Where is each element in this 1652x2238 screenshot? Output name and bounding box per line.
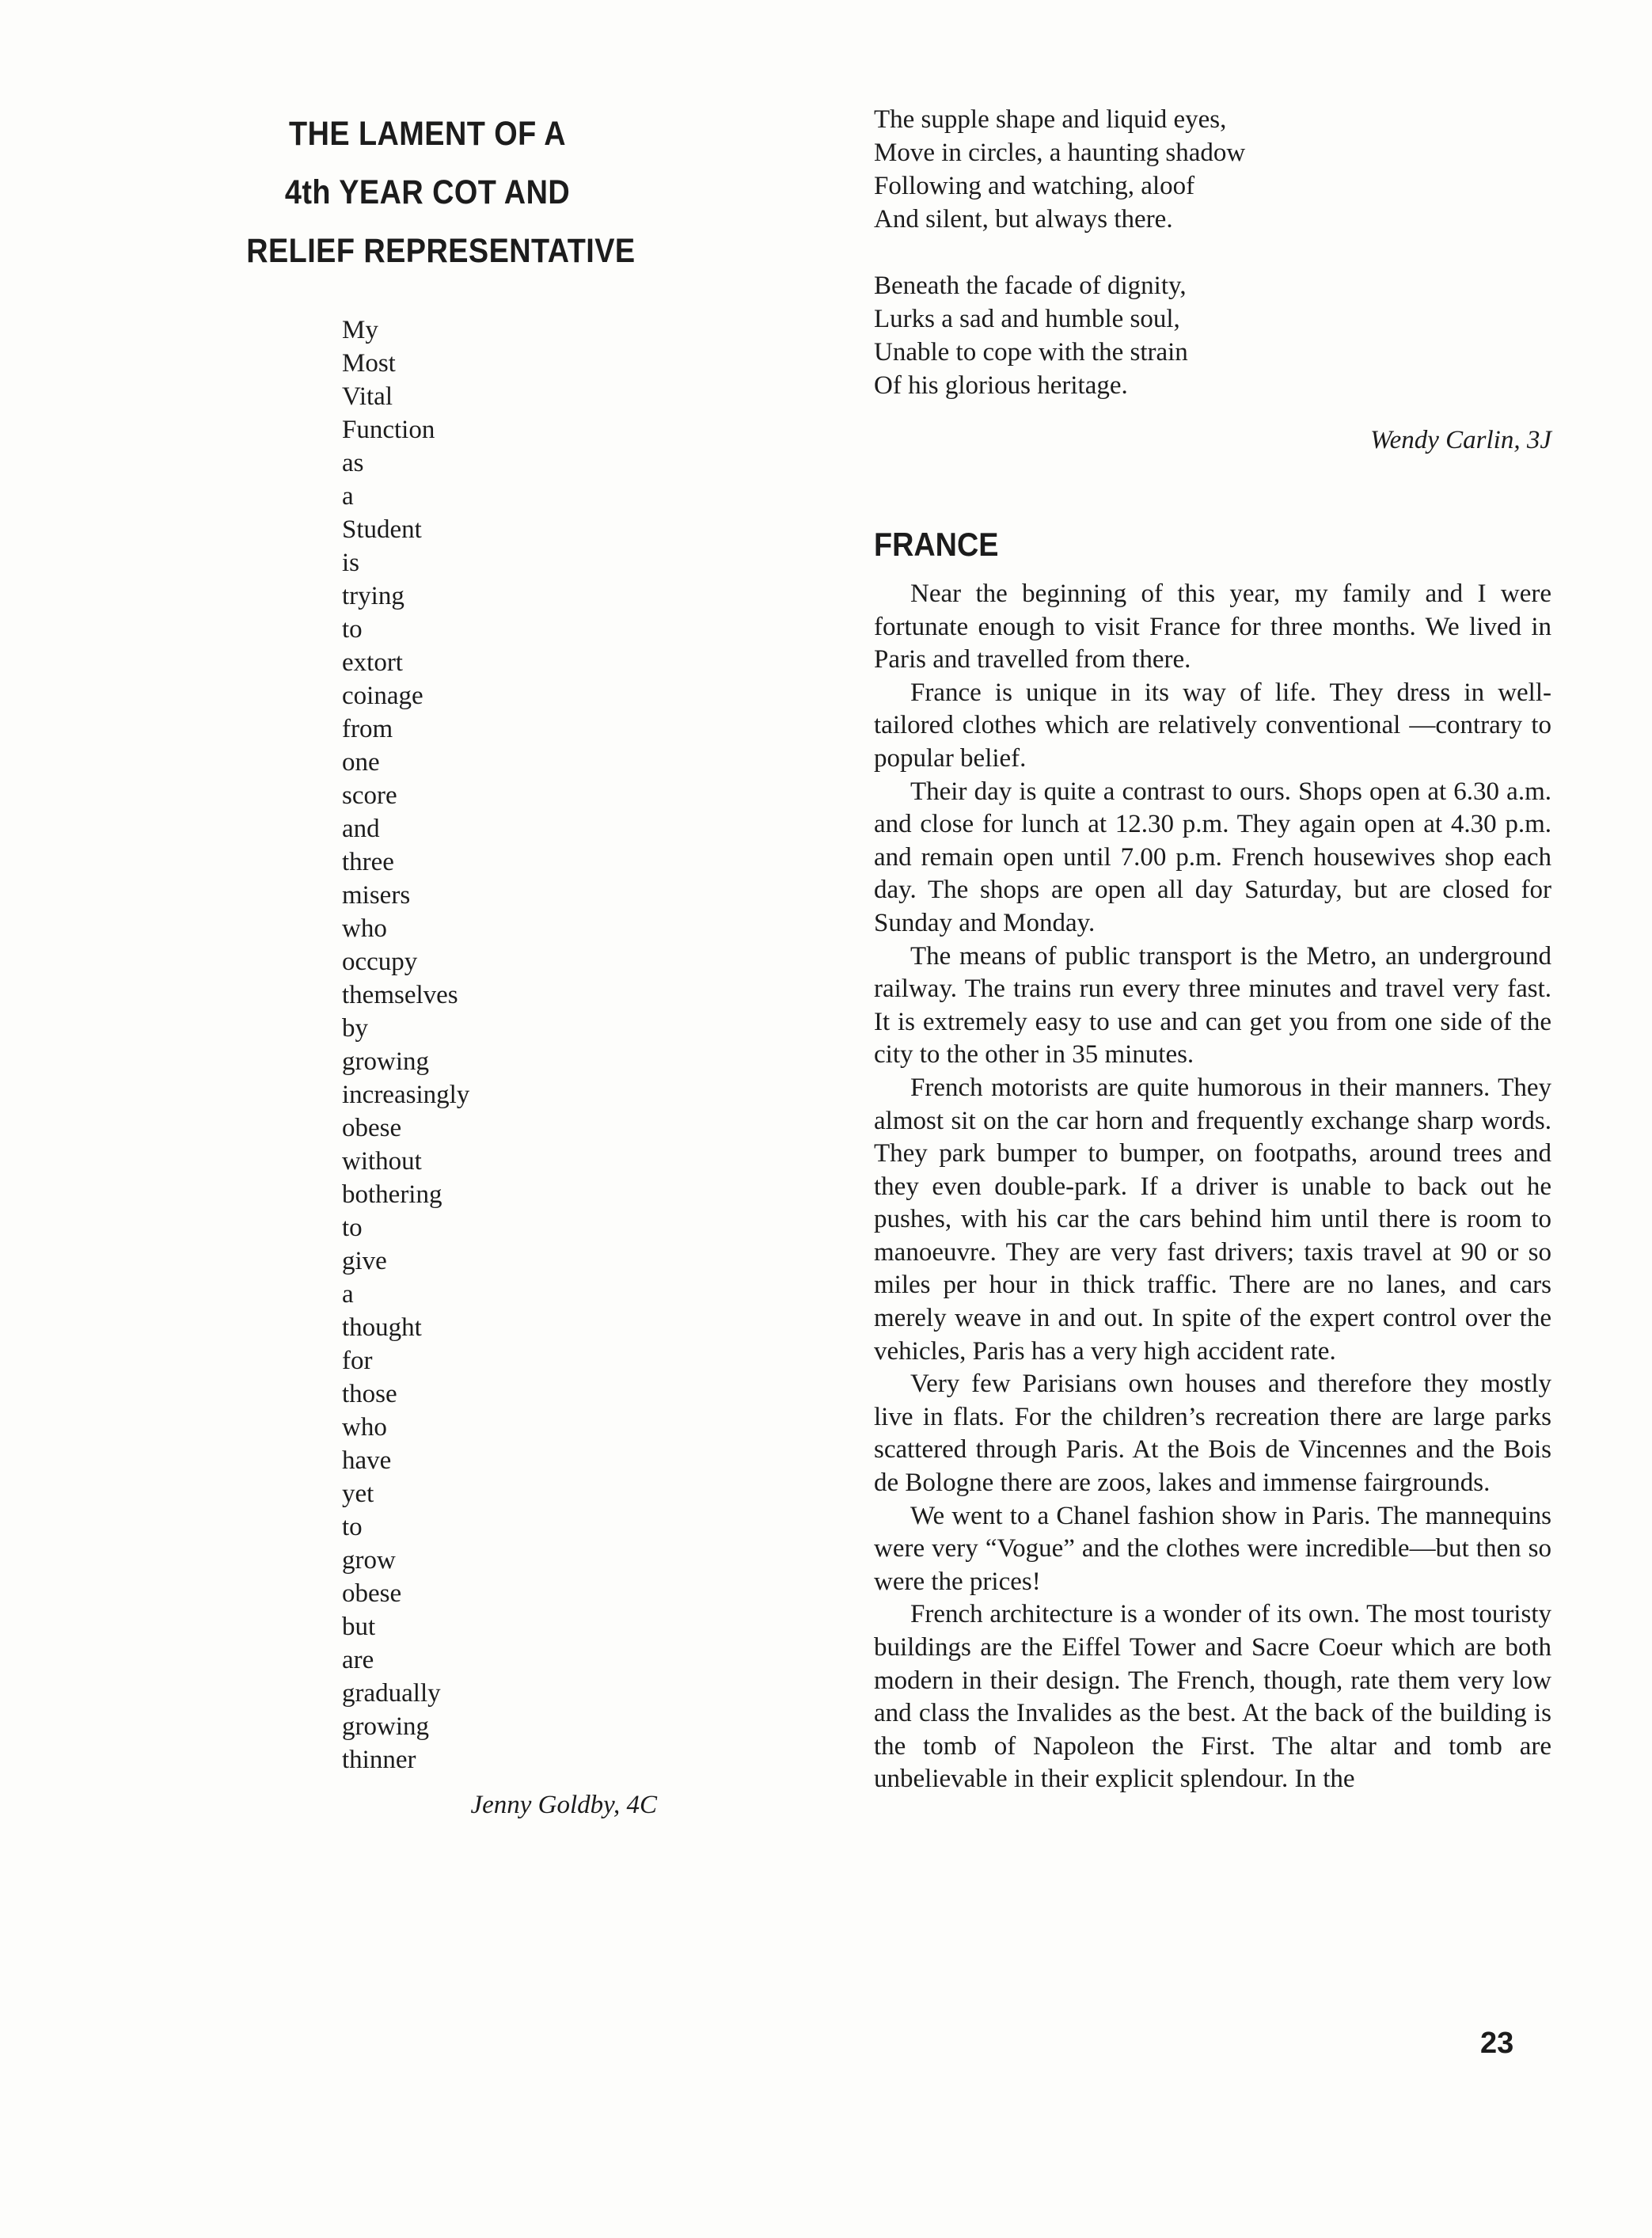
verse-line: Following and watching, aloof — [874, 172, 1195, 200]
poem-title-line: 4th YEAR COT AND — [284, 173, 571, 211]
poem-word: as — [342, 449, 364, 477]
poem-word: is — [342, 549, 360, 577]
poem-word: to — [342, 1513, 363, 1541]
poem-word: obese — [342, 1114, 402, 1142]
poem-word: Student — [342, 515, 422, 544]
poem-word: one — [342, 748, 380, 777]
poem-word: but — [342, 1613, 376, 1641]
poem-word: have — [342, 1446, 392, 1475]
poem-title — [246, 104, 636, 280]
poem-word: who — [342, 1413, 387, 1442]
page-number: 23 — [1480, 2027, 1514, 2060]
verse-line: Lurks a sad and humble soul, — [874, 305, 1180, 333]
article-paragraph: French architecture is a wonder of its own. The most touristy buildings are the Eiffel Tower and Sacre Coeur which are both modern in their design. The French, though, rate them very low and class the Invalides as the best. At the back of the building is the tomb of Napoleon the First. The altar and tomb are unbelievable in their explicit splendour. In the — [874, 1600, 1551, 1794]
poem-author: Jenny Goldby, 4C — [470, 1791, 657, 1819]
poem-word: My — [342, 316, 378, 344]
poem-word: without — [342, 1147, 422, 1176]
poem-word: and — [342, 815, 380, 843]
poem-word: to — [342, 615, 363, 644]
verse-line: The supple shape and liquid eyes, — [874, 105, 1227, 134]
poem-word: yet — [342, 1480, 374, 1508]
article-paragraph: The means of public transport is the Metro, an underground railway. The trains run every three minutes and travel very fast. It is extremely easy to use and can get you from one side of the city to the other in 35 minutes. — [874, 941, 1551, 1070]
article-title: FRANCE — [874, 526, 999, 563]
poem-word-list — [342, 313, 579, 1776]
poem-word: grow — [342, 1546, 396, 1575]
poem-word: those — [342, 1380, 397, 1408]
verse-line: And silent, but always there. — [874, 205, 1173, 234]
poem-word: score — [342, 781, 397, 810]
article-paragraph: We went to a Chanel fashion show in Paris. The mannequins were very “Vogue” and the clothes were incredible—but then so were the prices! — [874, 1501, 1551, 1596]
poem-word: who — [342, 914, 387, 943]
article-paragraph: French motorists are quite humorous in their manners. They almost sit on the car horn and frequently exchange sharp words. They park bumper to bumper, on footpaths, around trees and they even double-park. If a driver is unable to back out he pushes, with his car the cars behind him until there is room to manoeuvre. They are very fast drivers; taxis travel at 90 or so miles per hour in thick traffic. There are no lanes, and cars merely weave in and out. In spite of the expert control over the vehicles, Paris has a very high accident rate. — [874, 1073, 1551, 1366]
poem-word: from — [342, 715, 393, 743]
poem-word: occupy — [342, 948, 418, 976]
poem-word: thought — [342, 1313, 422, 1342]
poem-title-line: THE LAMENT OF A — [289, 115, 566, 153]
poem-word: Function — [342, 416, 435, 444]
poem-word: misers — [342, 881, 411, 910]
article-paragraph: Very few Parisians own houses and therefore they mostly live in flats. For the children’s recreation there are large parks scattered through Paris. At the Bois de Vincennes and the Bois de Bologne there are zoos, lakes and immense fairgrounds. — [874, 1370, 1551, 1498]
poem-word: thinner — [342, 1746, 416, 1774]
verse-line: Move in circles, a haunting shadow — [874, 139, 1246, 167]
poem-word: are — [342, 1646, 374, 1674]
poem-word: three — [342, 848, 394, 876]
poem-word: extort — [342, 648, 403, 677]
poem-title-line: RELIEF REPRESENTATIVE — [246, 232, 636, 270]
poem-word: growing — [342, 1047, 429, 1076]
verse-stanza — [874, 103, 1551, 236]
poem-word: a — [342, 482, 354, 511]
verse-column — [874, 103, 1551, 455]
verse-author: Wendy Carlin, 3J — [1370, 426, 1551, 454]
poem-word: themselves — [342, 981, 458, 1009]
poem-word: obese — [342, 1579, 402, 1608]
poem-word: increasingly — [342, 1081, 470, 1109]
poem-word: a — [342, 1280, 354, 1309]
poem-word: by — [342, 1014, 368, 1043]
poem-word: bothering — [342, 1180, 442, 1209]
verse-line: Unable to cope with the strain — [874, 338, 1188, 367]
article-paragraph: Their day is quite a contrast to ours. Shops open at 6.30 a.m. and close for lunch at 12.30 p.m. They again open at 4.30 p.m. and remain open until 7.00 p.m. French housewives shop each day. The shops are open all day Saturday, but are closed for Sunday and Monday. — [874, 777, 1551, 937]
poem-word: coinage — [342, 682, 423, 710]
poem-word: trying — [342, 582, 404, 610]
article-paragraph: Near the beginning of this year, my family and I were fortunate enough to visit France for three months. We lived in Paris and travelled from there. — [874, 579, 1551, 674]
poem-word: gradually — [342, 1679, 441, 1708]
verse-stanza — [874, 269, 1551, 402]
article-paragraph: France is unique in its way of life. They dress in well-tailored clothes which are relatively conventional —contrary to popular belief. — [874, 678, 1551, 773]
poem-word: to — [342, 1214, 363, 1242]
poem-word: Vital — [342, 382, 393, 411]
verse-line: Of his glorious heritage. — [874, 371, 1128, 400]
poem-word: for — [342, 1347, 373, 1375]
verse-line: Beneath the facade of dignity, — [874, 272, 1187, 300]
poem-word: growing — [342, 1712, 429, 1741]
article-body — [874, 578, 1551, 1796]
poem-word: give — [342, 1247, 387, 1275]
poem-word: Most — [342, 349, 396, 378]
